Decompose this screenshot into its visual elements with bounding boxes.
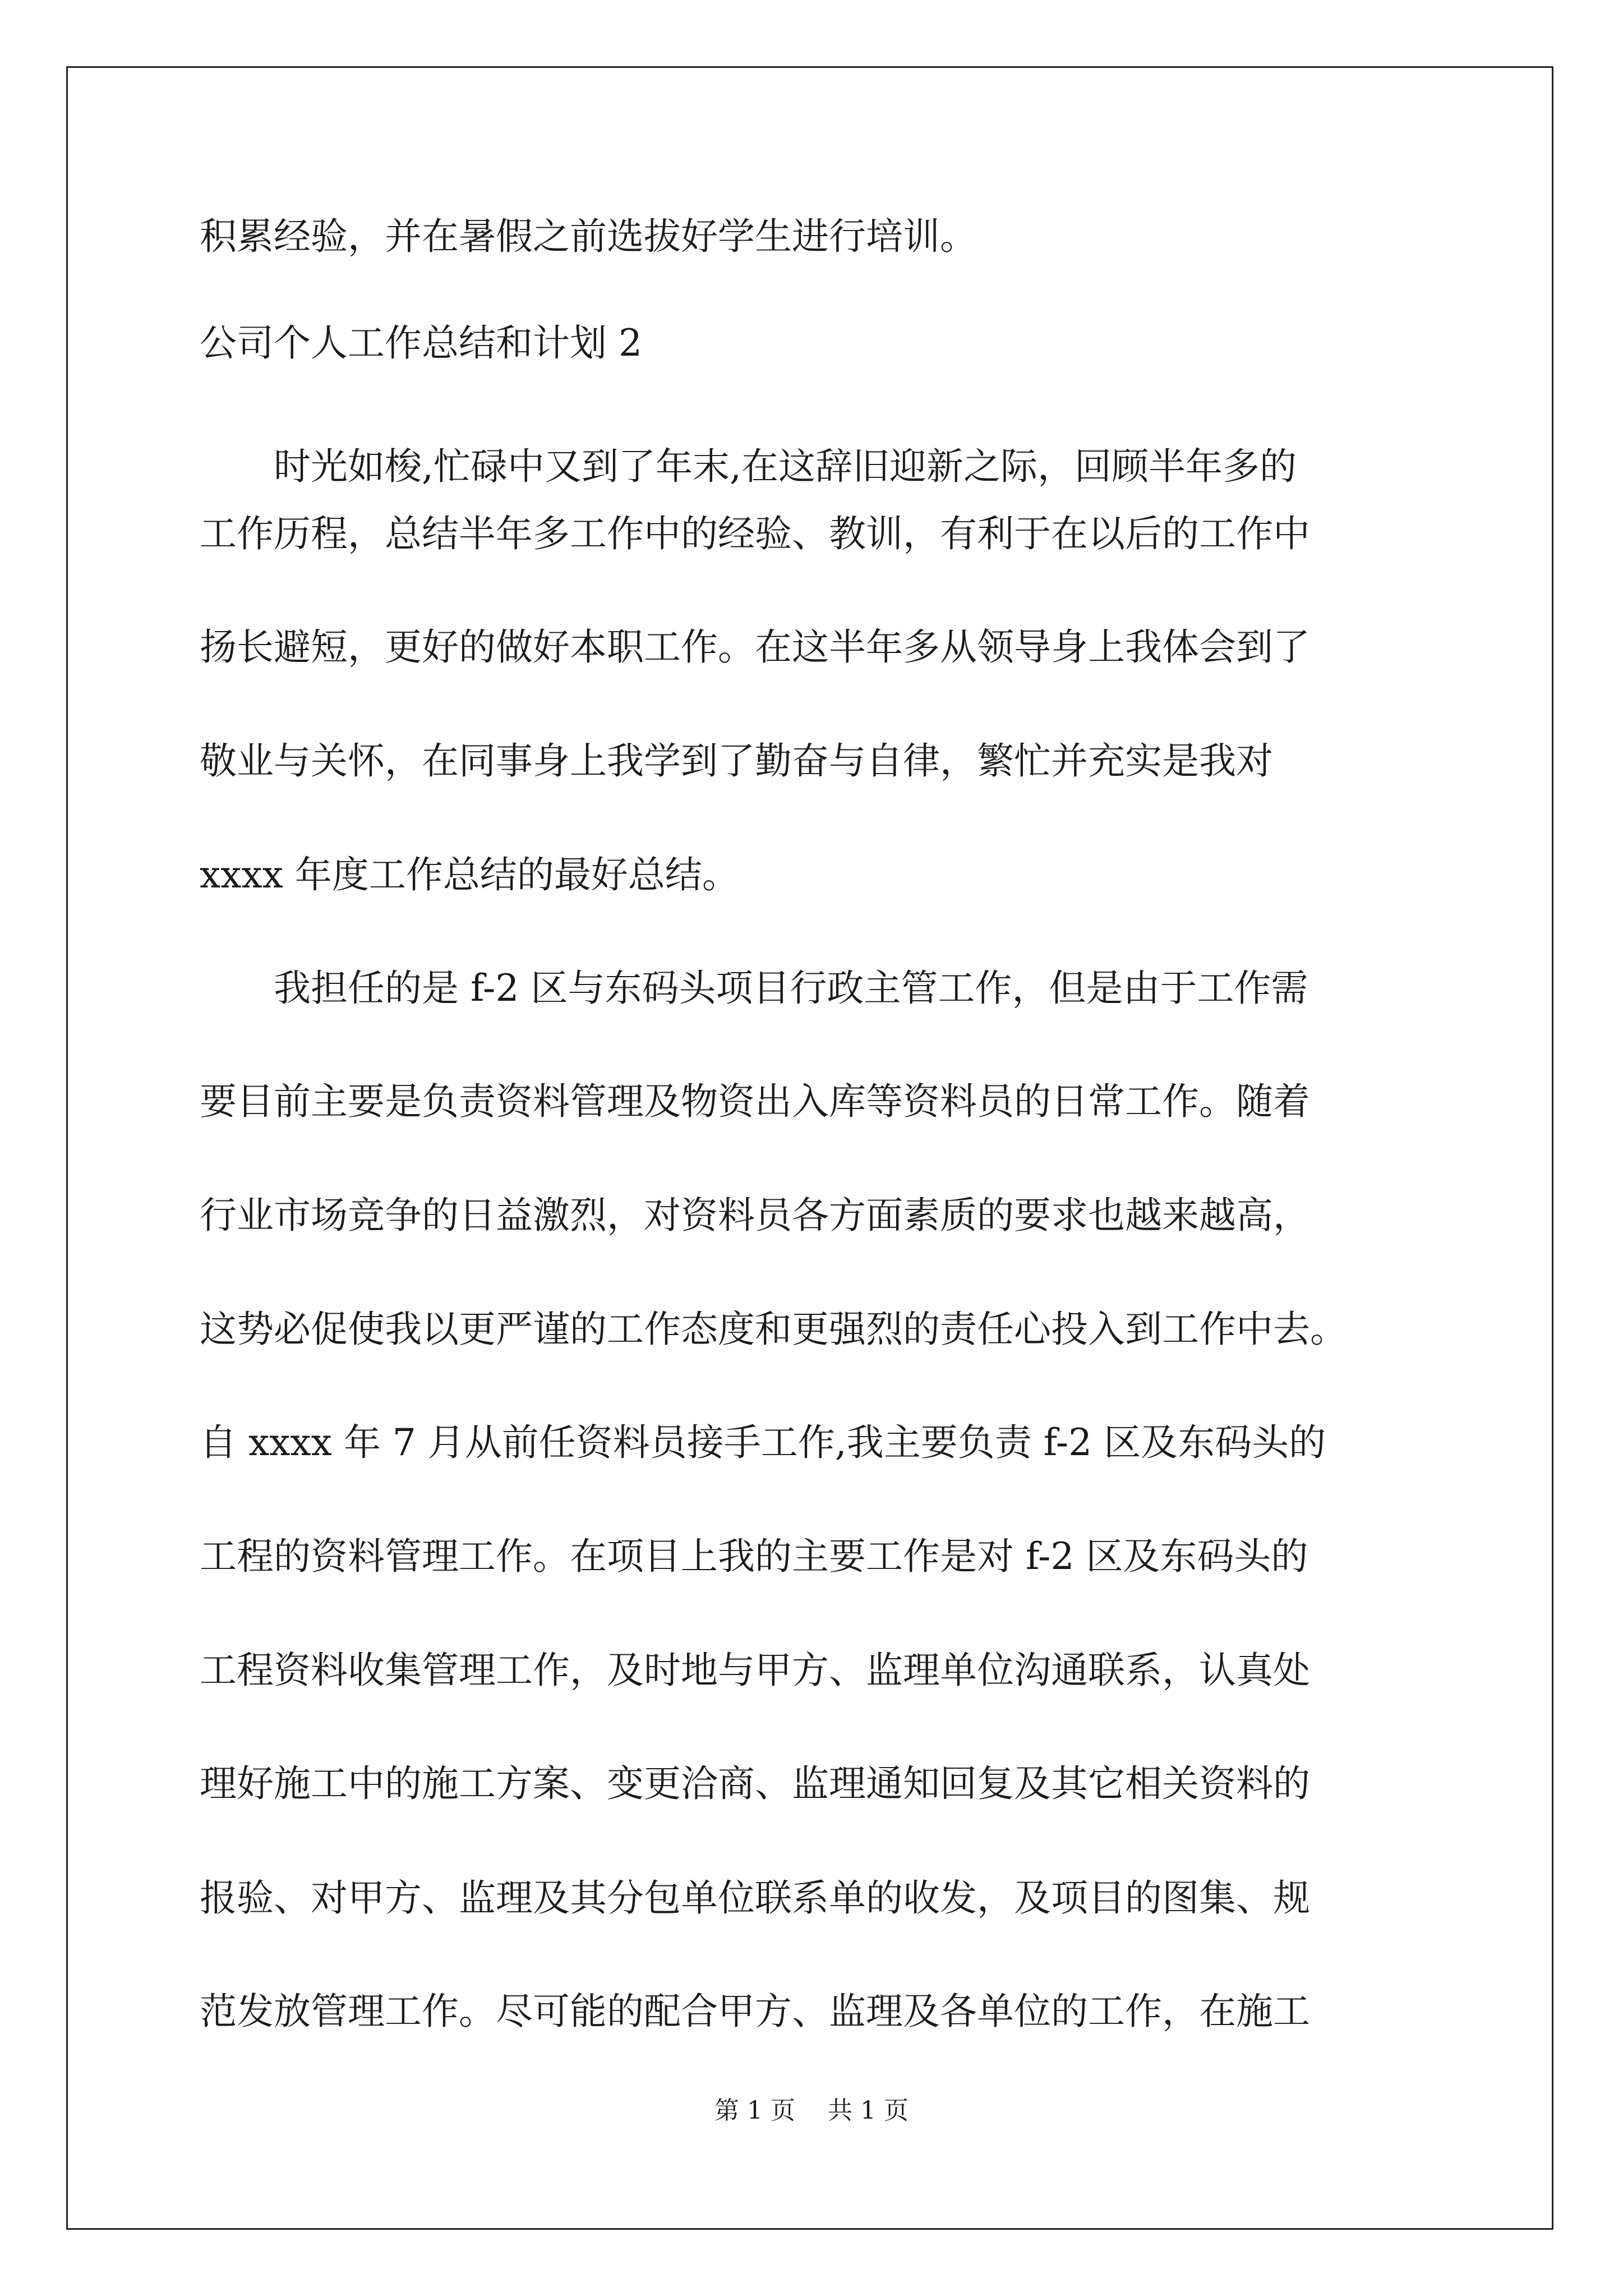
text-line: 时光如梭,忙碌中又到了年末,在这辞旧迎新之际，回顾半年多的	[200, 445, 1297, 488]
text-line: 扬长避短，更好的做好本职工作。在这半年多从领导身上我体会到了	[200, 625, 1310, 669]
section-heading: 公司个人工作总结和计划 2	[200, 321, 642, 365]
text-line: 报验、对甲方、监理及其分包单位联系单的收发，及项目的图集、规	[200, 1876, 1310, 1920]
page-number-footer: 第 1 页 共 1 页	[714, 2096, 909, 2125]
text-line: 工程资料收集管理工作，及时地与甲方、监理单位沟通联系，认真处	[200, 1649, 1310, 1692]
text-line: 工作历程，总结半年多工作中的经验、教训，有利于在以后的工作中	[200, 512, 1310, 555]
text-line: 理好施工中的施工方案、变更洽商、监理通知回复及其它相关资料的	[200, 1762, 1310, 1805]
text-line: xxxx 年度工作总结的最好总结。	[200, 853, 739, 896]
text-line: 积累经验，并在暑假之前选拔好学生进行培训。	[200, 215, 977, 258]
text-line: 我担任的是 f-2 区与东码头项目行政主管工作，但是由于工作需	[200, 967, 1308, 1010]
text-line: 范发放管理工作。尽可能的配合甲方、监理及各单位的工作，在施工	[200, 1990, 1310, 2033]
text-line: 行业市场竞争的日益激烈，对资料员各方面素质的要求也越来越高，	[200, 1194, 1310, 1237]
text-line: 这势必促使我以更严谨的工作态度和更强烈的责任心投入到工作中去。	[200, 1308, 1347, 1351]
text-line: 自 xxxx 年 7 月从前任资料员接手工作,我主要负责 f-2 区及东码头的	[200, 1421, 1326, 1464]
text-line: 工程的资料管理工作。在项目上我的主要工作是对 f-2 区及东码头的	[200, 1535, 1308, 1578]
text-line: 敬业与关怀，在同事身上我学到了勤奋与自律，繁忙并充实是我对	[200, 739, 1273, 783]
text-line: 要目前主要是负责资料管理及物资出入库等资料员的日常工作。随着	[200, 1080, 1310, 1123]
